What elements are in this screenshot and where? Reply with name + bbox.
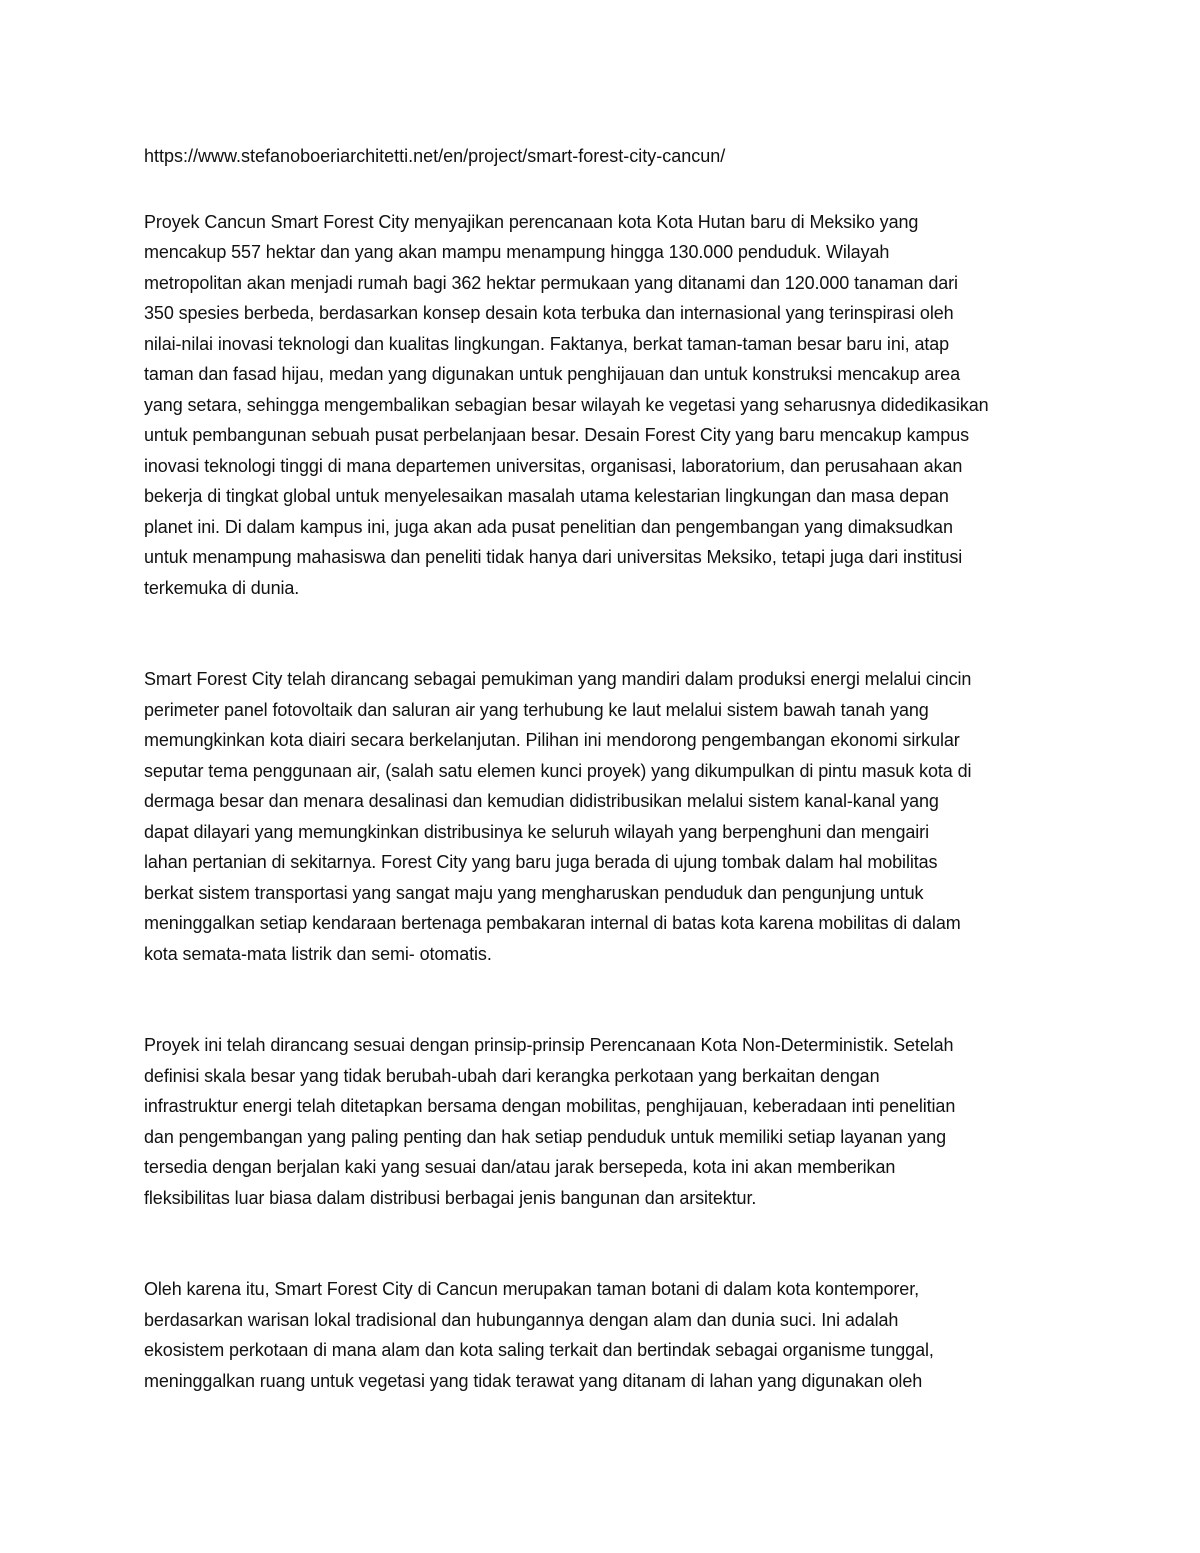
document-body (144, 141, 1060, 1396)
text-line: meninggalkan ruang untuk vegetasi yang tidak terawat yang ditanam di lahan yang digunakan oleh (144, 1370, 923, 1391)
text-line: bekerja di tingkat global untuk menyelesaikan masalah utama kelestarian lingkungan dan masa depan (144, 486, 949, 506)
text-line: meninggalkan setiap kendaraan bertenaga pembakaran internal di batas kota karena mobilitas di dalam (144, 913, 961, 933)
text-line: terkemuka di dunia. (144, 577, 300, 598)
text-line: dapat dilayari yang memungkinkan distribusinya ke seluruh wilayah yang berpenghuni dan mengairi (144, 821, 929, 842)
source-url: https://www.stefanoboeriarchitetti.net/en/project/smart-forest-city-cancun/ (144, 146, 726, 166)
text-line: fleksibilitas luar biasa dalam distribusi berbagai jenis bangunan dan arsitektur. (144, 1187, 757, 1208)
text-line: dan pengembangan yang paling penting dan hak setiap penduduk untuk memiliki setiap layanan yang (144, 1126, 947, 1147)
text-line: tersedia dengan berjalan kaki yang sesuai dan/atau jarak bersepeda, kota ini akan memberikan (144, 1157, 896, 1177)
text-line: dermaga besar dan menara desalinasi dan kemudian didistribusikan melalui sistem kanal-kanal yang (144, 791, 939, 811)
text-line: taman dan fasad hijau, medan yang digunakan untuk penghijauan dan untuk konstruksi mencakup area (144, 364, 960, 384)
text-line: Proyek ini telah dirancang sesuai dengan prinsip-prinsip Perencanaan Kota Non-Deterministik. Setelah (144, 1035, 954, 1055)
text-line: berkat sistem transportasi yang sangat maju yang mengharuskan penduduk dan pengunjung untuk (144, 882, 924, 903)
text-line: untuk menampung mahasiswa dan peneliti tidak hanya dari universitas Meksiko, tetapi juga dari institusi (144, 547, 963, 567)
text-line: memungkinkan kota diairi secara berkelanjutan. Pilihan ini mendorong pengembangan ekonomi sirkular (144, 730, 960, 750)
text-line: kota semata-mata listrik dan semi- otomatis. (144, 943, 492, 964)
paragraph (144, 1274, 1060, 1396)
text-line: lahan pertanian di sekitarnya. Forest City yang baru juga berada di ujung tombak dalam hal mobilitas (144, 852, 938, 872)
paragraph-gap (144, 969, 1060, 1030)
paragraph (144, 1030, 1060, 1213)
text-line: 350 spesies berbeda, berdasarkan konsep desain kota terbuka dan internasional yang terinspirasi oleh (144, 303, 954, 323)
text-line: untuk pembangunan sebuah pusat perbelanjaan besar. Desain Forest City yang baru mencakup kampus (144, 425, 970, 445)
paragraphs-container (144, 207, 1060, 1397)
text-line: mencakup 557 hektar dan yang akan mampu menampung hingga 130.000 penduduk. Wilayah (144, 242, 890, 262)
text-line: nilai-nilai inovasi teknologi dan kualitas lingkungan. Faktanya, berkat taman-taman besar baru ini, atap (144, 333, 950, 354)
paragraph-gap (144, 1213, 1060, 1274)
text-line: inovasi teknologi tinggi di mana departemen universitas, organisasi, laboratorium, dan perusahaan akan (144, 455, 963, 476)
text-line: yang setara, sehingga mengembalikan sebagian besar wilayah ke vegetasi yang seharusnya didedikasikan (144, 394, 989, 415)
text-line: Proyek Cancun Smart Forest City menyajikan perencanaan kota Kota Hutan baru di Meksiko yang (144, 211, 919, 232)
text-line: planet ini. Di dalam kampus ini, juga akan ada pusat penelitian dan pengembangan yang dimaksudkan (144, 516, 953, 537)
text-line: metropolitan akan menjadi rumah bagi 362 hektar permukaan yang ditanami dan 120.000 tanaman dari (144, 272, 958, 293)
text-line: infrastruktur energi telah ditetapkan bersama dengan mobilitas, penghijauan, keberadaan inti penelitian (144, 1096, 956, 1116)
text-line: ekosistem perkotaan di mana alam dan kota saling terkait dan bertindak sebagai organisme tunggal, (144, 1340, 934, 1360)
text-line: definisi skala besar yang tidak berubah-ubah dari kerangka perkotaan yang berkaitan dengan (144, 1065, 880, 1086)
paragraph (144, 664, 1060, 969)
text-line: Oleh karena itu, Smart Forest City di Cancun merupakan taman botani di dalam kota kontemporer, (144, 1279, 919, 1299)
paragraph (144, 207, 1060, 604)
text-line: berdasarkan warisan lokal tradisional dan hubungannya dengan alam dan dunia suci. Ini adalah (144, 1309, 899, 1330)
text-line: perimeter panel fotovoltaik dan saluran air yang terhubung ke laut melalui sistem bawah tanah yang (144, 699, 929, 720)
text-line: seputar tema penggunaan air, (salah satu elemen kunci proyek) yang dikumpulkan di pintu masuk kota di (144, 760, 972, 781)
text-line: Smart Forest City telah dirancang sebagai pemukiman yang mandiri dalam produksi energi melalui cincin (144, 669, 972, 689)
paragraph-gap (144, 603, 1060, 664)
